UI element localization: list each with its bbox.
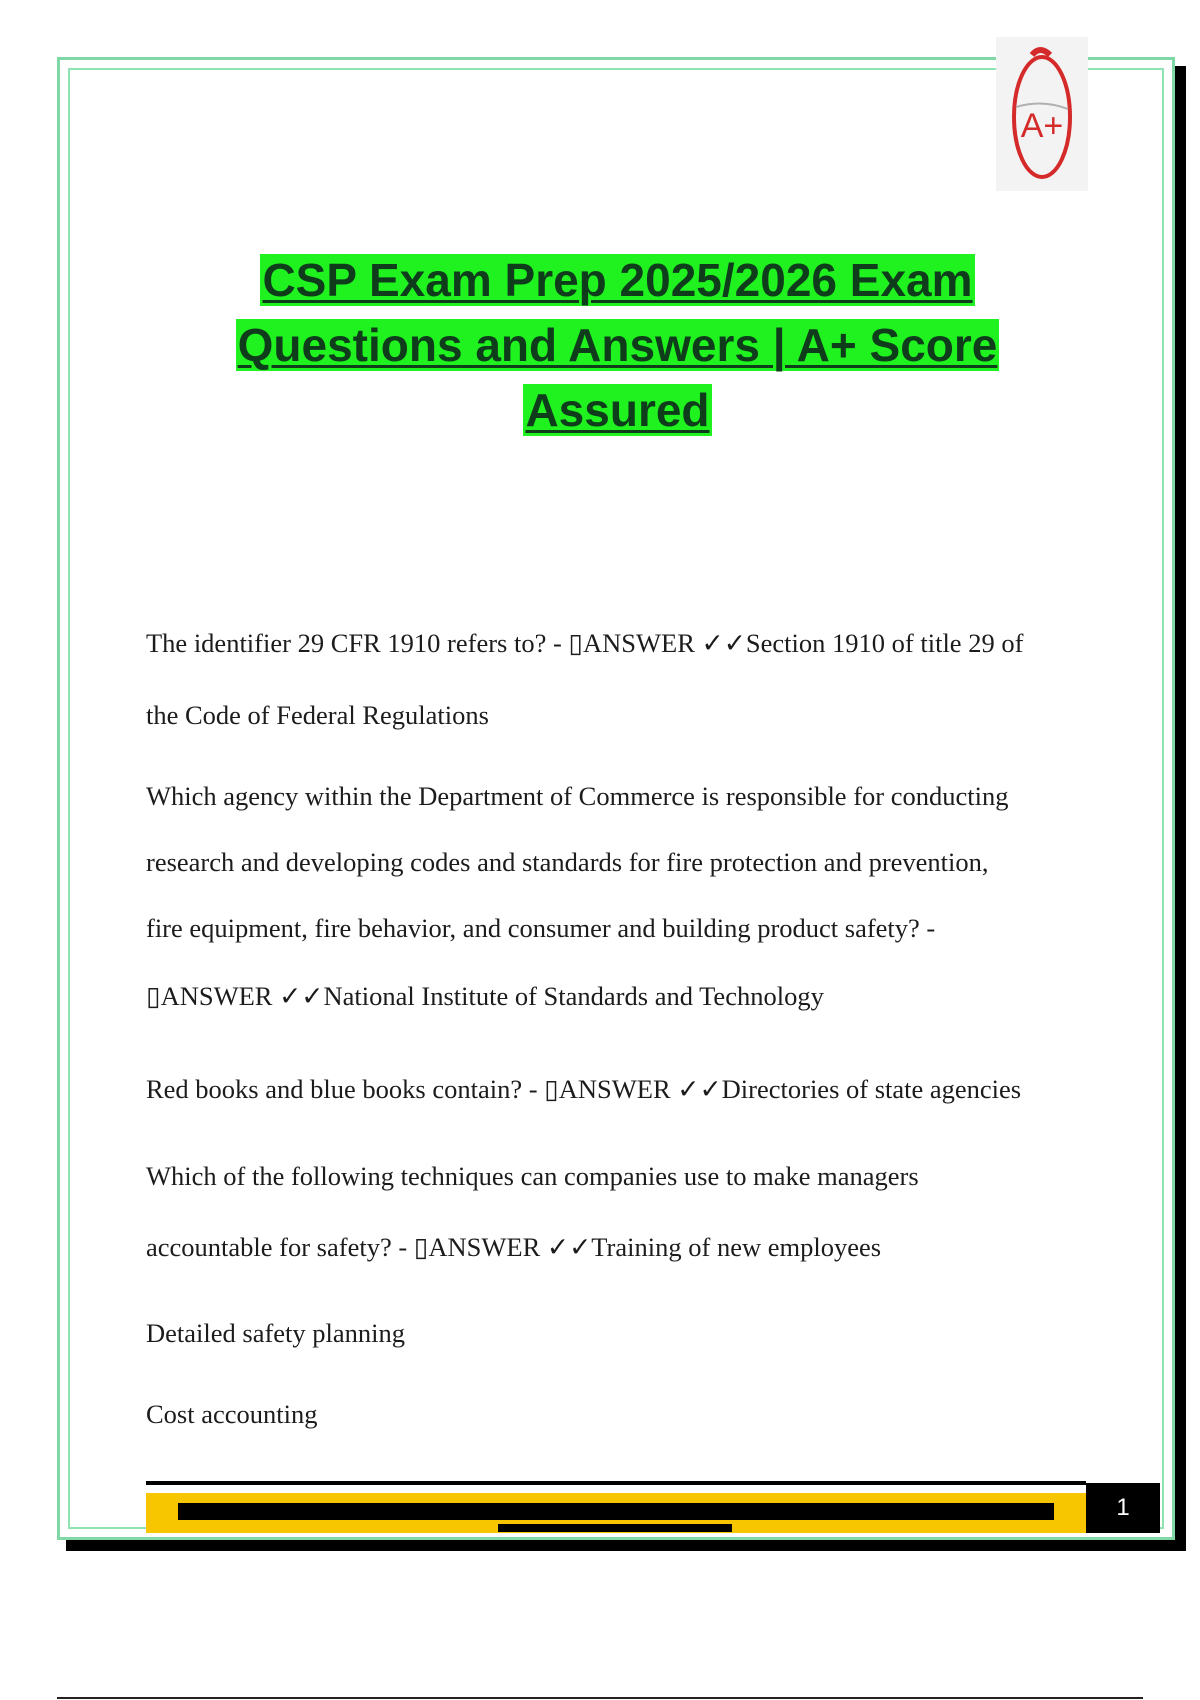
title-line-3: Assured <box>525 384 710 436</box>
qa-line: research and developing codes and standards for fire protection and prevention, <box>146 847 989 877</box>
qa-line: the Code of Federal Regulations <box>146 700 489 730</box>
a-plus-grade-stamp <box>996 37 1088 191</box>
qa-line: accountable for safety? - ▯ANSWER ✓✓Training of new employees <box>146 1232 882 1262</box>
title-line-2: Questions and Answers | A+ Score <box>237 319 998 371</box>
document-title <box>150 248 1085 443</box>
page-number: 1 <box>1086 1483 1160 1533</box>
qa-line: fire equipment, fire behavior, and consumer and building product safety? - <box>146 913 936 943</box>
footer-bar-inner <box>178 1503 1054 1520</box>
qa-line: Which agency within the Department of Commerce is responsible for conducting <box>146 781 1009 811</box>
footer-rule <box>146 1481 1086 1485</box>
grade-stamp-icon <box>996 37 1088 191</box>
footer-bar-notch <box>498 1524 732 1532</box>
qa-line: Cost accounting <box>146 1399 318 1429</box>
bottom-rule <box>57 1697 1143 1699</box>
qa-line: Red books and blue books contain? - ▯ANSWER ✓✓Directories of state agencies <box>146 1074 1022 1104</box>
footer-bar <box>146 1493 1086 1533</box>
qa-line: Detailed safety planning <box>146 1318 406 1348</box>
qa-line: Which of the following techniques can companies use to make managers <box>146 1161 919 1191</box>
title-line-1: CSP Exam Prep 2025/2026 Exam <box>262 254 973 306</box>
qa-line: ▯ANSWER ✓✓National Institute of Standards and Technology <box>146 981 824 1011</box>
qa-line: The identifier 29 CFR 1910 refers to? - ▯ANSWER ✓✓Section 1910 of title 29 of <box>146 628 1024 658</box>
stamp-text: A+ <box>1020 107 1064 145</box>
